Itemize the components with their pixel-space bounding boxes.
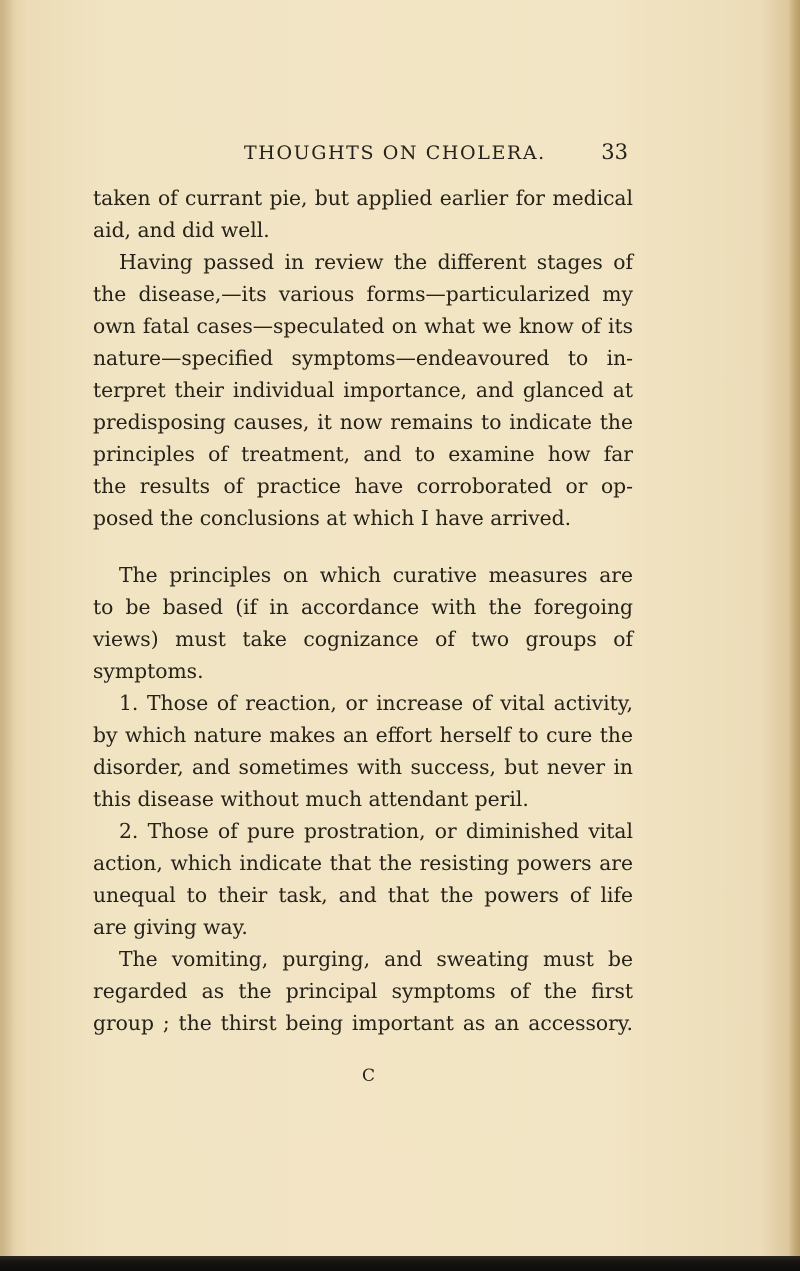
page-left-edge-shadow [0, 0, 14, 1271]
text-line: The vomiting, purging, and sweating must be [119, 947, 633, 971]
text-line: by which nature makes an effort herself to cure the [93, 723, 633, 747]
text-line: Having passed in review the different stages of [119, 250, 633, 274]
text-line: own fatal cases—speculated on what we know of its [93, 314, 633, 338]
paragraph [93, 943, 633, 1039]
text-line: aid, and did well. [93, 218, 270, 242]
text-line: nature—specified symptoms—endeavoured to in- [93, 346, 633, 370]
text-line: this disease without much attendant peril. [93, 787, 529, 811]
text-line: unequal to their task, and that the powers of life [93, 883, 633, 907]
scan-bottom-edge [0, 1256, 800, 1271]
text-line: terpret their individual importance, and glanced at [93, 378, 633, 402]
text-line: views) must take cognizance of two groups of [93, 627, 633, 651]
page-header [118, 140, 628, 170]
text-line: regarded as the principal symptoms of the first [93, 979, 633, 1003]
text-line: 2. Those of pure prostration, or diminished vital [119, 819, 633, 843]
text-line: 1. Those of reaction, or increase of vital activity, [119, 691, 633, 715]
text-line: predisposing causes, it now remains to indicate the [93, 410, 633, 434]
page-number: 33 [601, 140, 628, 164]
signature-mark: C [362, 1066, 377, 1086]
paragraph [93, 687, 633, 815]
text-line: The principles on which curative measures are [119, 563, 633, 587]
text-line: principles of treatment, and to examine how far [93, 442, 633, 466]
text-line: action, which indicate that the resisting powers are [93, 851, 633, 875]
text-line: to be based (if in accordance with the foregoing [93, 595, 633, 619]
text-line: are giving way. [93, 915, 248, 939]
running-head: THOUGHTS ON CHOLERA. [244, 142, 546, 164]
paragraph [93, 559, 633, 687]
section-gap [93, 534, 633, 559]
text-line: the disease,—its various forms—particularized my [93, 282, 633, 306]
text-line: symptoms. [93, 659, 204, 683]
text-line: disorder, and sometimes with success, but never in [93, 755, 633, 779]
text-line: taken of currant pie, but applied earlier for medical [93, 186, 633, 210]
text-line: posed the conclusions at which I have arrived. [93, 506, 572, 530]
text-line: group ; the thirst being important as an accessory. [93, 1011, 633, 1035]
body-text [93, 182, 633, 1039]
paragraph [93, 246, 633, 534]
paragraph [93, 815, 633, 943]
text-line: the results of practice have corroborated or op- [93, 474, 633, 498]
paragraph [93, 182, 633, 246]
page-right-edge-shadow [788, 0, 800, 1271]
